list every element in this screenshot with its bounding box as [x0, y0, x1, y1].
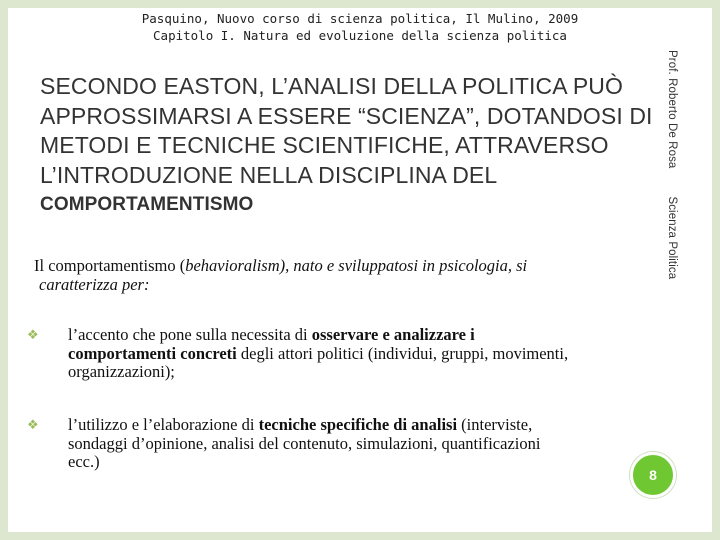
page-number-badge	[630, 452, 676, 498]
bullet-1-emphasis-1: osservare e analizzare i	[311, 325, 475, 344]
page-number: 8	[649, 467, 657, 483]
source-header	[0, 10, 720, 44]
bullet-marker-icon: ❖	[27, 327, 39, 342]
header-chapter: Capitolo I. Natura ed evoluzione della scienza politica	[153, 28, 567, 43]
bullet-1-text-3: organizzazioni);	[68, 362, 175, 381]
title-line-1: SECONDO EASTON, L’ANALISI DELLA POLITICA PUÒ	[40, 73, 624, 99]
bullet-text	[68, 326, 658, 382]
title-line-2: APPROSSIMARSI A ESSERE “SCIENZA”, DOTANDOSI DI	[40, 102, 653, 129]
bullet-marker-icon: ❖	[27, 417, 39, 432]
bullet-text	[68, 416, 658, 472]
bullet-1-text-1: l’accento che pone sulla necessita di	[68, 325, 312, 344]
intro-text-1: Il comportamentismo (	[34, 256, 186, 275]
title-line-5: COMPORTAMENTISMO	[40, 194, 254, 215]
side-caption	[666, 50, 678, 279]
side-course: Scienza Politica	[666, 196, 678, 280]
slide-title	[40, 72, 700, 220]
bullet-2-text-1: l’utilizzo e l’elaborazione di	[68, 415, 259, 434]
bullet-2-text-4: ecc.)	[68, 452, 100, 471]
intro-text-2: behavioralism), nato e sviluppatosi in psicologia, si	[185, 256, 528, 275]
bullet-2-text-3: sondaggi d’opinione, analisi del contenuto, simulazioni, quantificazioni	[68, 433, 541, 453]
bullet-2-emphasis-1: tecniche specifiche di analisi	[258, 415, 458, 434]
bullet-1-text-2: degli attori politici (individui, gruppi, movimenti,	[236, 343, 569, 363]
header-citation: Pasquino, Nuovo corso di scienza politica, Il Mulino, 2009	[141, 11, 579, 26]
bullet-1-emphasis-2: comportamenti concreti	[68, 343, 237, 363]
side-author: Prof. Roberto De Rosa	[666, 50, 678, 169]
intro-text-3: caratterizza per:	[39, 275, 150, 294]
title-line-3: METODI E TECNICHE SCIENTIFICHE, ATTRAVERSO	[40, 132, 609, 158]
bullet-2-text-2: (interviste,	[457, 415, 533, 434]
intro-paragraph	[34, 256, 644, 294]
title-line-4: L’INTRODUZIONE NELLA DISCIPLINA DEL	[40, 161, 498, 188]
